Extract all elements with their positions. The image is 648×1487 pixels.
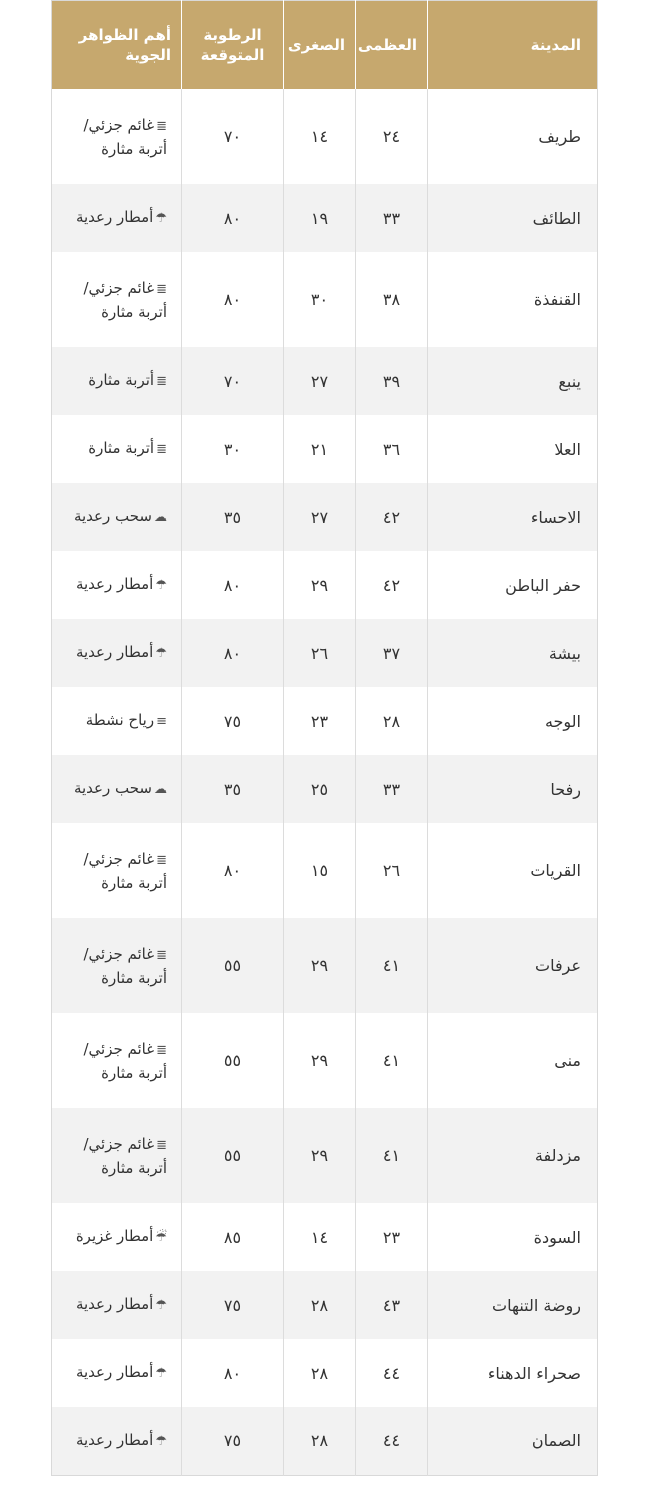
min-temp-cell: ٢٩ <box>284 1013 356 1108</box>
weather-cell <box>52 619 182 687</box>
table-row <box>52 823 598 918</box>
haze-icon: ≣ <box>156 442 167 457</box>
city-cell: القريات <box>428 823 598 918</box>
table-row <box>52 347 598 415</box>
haze-icon: ≣ <box>156 947 167 963</box>
weather-text: سحب رعدية <box>73 779 152 797</box>
humidity-cell: ٧٠ <box>182 347 284 415</box>
max-temp-cell: ٢٨ <box>356 687 428 755</box>
min-temp-cell: ٢٨ <box>284 1407 356 1475</box>
max-temp-cell: ٣٣ <box>356 755 428 823</box>
header-weather: أهم الظواهر الجوية <box>52 1 182 90</box>
city-cell: مزدلفة <box>428 1108 598 1203</box>
table-row <box>52 918 598 1013</box>
weather-cell <box>52 1013 182 1108</box>
table-row <box>52 1407 598 1475</box>
max-temp-cell: ٣٨ <box>356 252 428 347</box>
humidity-cell: ٣٥ <box>182 483 284 551</box>
table-row <box>52 1339 598 1407</box>
weather-text: سحب رعدية <box>73 507 152 525</box>
min-temp-cell: ٢٣ <box>284 687 356 755</box>
weather-text: غائم جزئي/أتربة مثارة <box>83 1134 167 1177</box>
city-cell: عرفات <box>428 918 598 1013</box>
humidity-cell: ٣٠ <box>182 415 284 483</box>
city-cell: العلا <box>428 415 598 483</box>
weather-text: أمطار رعدية <box>75 208 154 226</box>
weather-text: أمطار رعدية <box>75 1295 154 1313</box>
weather-text: غائم جزئي/أتربة مثارة <box>83 849 167 892</box>
city-cell: صحراء الدهناء <box>428 1339 598 1407</box>
min-temp-cell: ٢٩ <box>284 1108 356 1203</box>
city-cell: بيشة <box>428 619 598 687</box>
header-min-temp: الصغرى <box>284 1 356 90</box>
city-cell: الصمان <box>428 1407 598 1475</box>
header-humidity: الرطوبة المتوقعة <box>182 1 284 90</box>
weather-cell <box>52 252 182 347</box>
city-cell: روضة التنهات <box>428 1271 598 1339</box>
min-temp-cell: ١٩ <box>284 184 356 252</box>
weather-text: أتربة مثارة <box>88 439 155 457</box>
weather-cell <box>52 1339 182 1407</box>
weather-cell <box>52 687 182 755</box>
thunder-rain-icon: ☂ <box>155 1298 167 1313</box>
city-cell: ينبع <box>428 347 598 415</box>
weather-cell <box>52 755 182 823</box>
min-temp-cell: ١٤ <box>284 1203 356 1271</box>
city-cell: رفحا <box>428 755 598 823</box>
table-row <box>52 619 598 687</box>
min-temp-cell: ٢٦ <box>284 619 356 687</box>
table-row <box>52 1013 598 1108</box>
humidity-cell: ٨٥ <box>182 1203 284 1271</box>
weather-text: غائم جزئي/أتربة مثارة <box>83 278 167 321</box>
min-temp-cell: ٣٠ <box>284 252 356 347</box>
thunder-rain-icon: ☂ <box>155 646 167 661</box>
city-cell: القنفذة <box>428 252 598 347</box>
thunder-rain-icon: ☂ <box>155 1366 167 1381</box>
weather-cell <box>52 918 182 1013</box>
weather-text: رياح نشطة <box>85 711 155 729</box>
max-temp-cell: ٤١ <box>356 1108 428 1203</box>
min-temp-cell: ٢٧ <box>284 483 356 551</box>
min-temp-cell: ٢١ <box>284 415 356 483</box>
min-temp-cell: ٢٩ <box>284 918 356 1013</box>
min-temp-cell: ٢٨ <box>284 1339 356 1407</box>
max-temp-cell: ٤٤ <box>356 1339 428 1407</box>
weather-cell <box>52 551 182 619</box>
table-row <box>52 755 598 823</box>
min-temp-cell: ٢٥ <box>284 755 356 823</box>
weather-cell <box>52 1271 182 1339</box>
humidity-cell: ٥٥ <box>182 918 284 1013</box>
table-row <box>52 1203 598 1271</box>
weather-cell <box>52 823 182 918</box>
city-cell: الطائف <box>428 184 598 252</box>
min-temp-cell: ١٤ <box>284 89 356 184</box>
thunder-rain-icon: ☂ <box>155 578 167 593</box>
max-temp-cell: ٢٦ <box>356 823 428 918</box>
weather-cell <box>52 483 182 551</box>
humidity-cell: ٨٠ <box>182 184 284 252</box>
min-temp-cell: ١٥ <box>284 823 356 918</box>
weather-text: أمطار رعدية <box>75 1363 154 1381</box>
table-row <box>52 252 598 347</box>
weather-table-container <box>51 0 597 1476</box>
thunder-cloud-icon: ☁ <box>154 510 167 525</box>
table-row <box>52 89 598 184</box>
haze-icon: ≣ <box>156 281 167 297</box>
weather-text: غائم جزئي/أتربة مثارة <box>83 115 167 158</box>
table-row <box>52 483 598 551</box>
max-temp-cell: ٤١ <box>356 918 428 1013</box>
weather-cell <box>52 1203 182 1271</box>
humidity-cell: ٥٥ <box>182 1108 284 1203</box>
table-row <box>52 687 598 755</box>
weather-text: أتربة مثارة <box>88 371 155 389</box>
humidity-cell: ٧٥ <box>182 1271 284 1339</box>
weather-text: غائم جزئي/أتربة مثارة <box>83 944 167 987</box>
max-temp-cell: ٣٧ <box>356 619 428 687</box>
weather-cell <box>52 89 182 184</box>
weather-cell <box>52 415 182 483</box>
thunder-rain-icon: ☂ <box>155 211 167 226</box>
header-max-temp: العظمى <box>356 1 428 90</box>
humidity-cell: ٨٠ <box>182 252 284 347</box>
city-cell: حفر الباطن <box>428 551 598 619</box>
min-temp-cell: ٢٨ <box>284 1271 356 1339</box>
humidity-cell: ٨٠ <box>182 619 284 687</box>
max-temp-cell: ٣٦ <box>356 415 428 483</box>
table-row <box>52 1108 598 1203</box>
table-row <box>52 415 598 483</box>
table-row <box>52 184 598 252</box>
table-row <box>52 551 598 619</box>
haze-icon: ≣ <box>156 1137 167 1153</box>
thunder-rain-icon: ☂ <box>155 1433 167 1449</box>
weather-text: أمطار رعدية <box>75 1430 154 1449</box>
min-temp-cell: ٢٩ <box>284 551 356 619</box>
max-temp-cell: ٤٤ <box>356 1407 428 1475</box>
city-cell: طريف <box>428 89 598 184</box>
thunder-cloud-icon: ☁ <box>154 782 167 797</box>
max-temp-cell: ٤٢ <box>356 483 428 551</box>
weather-cell <box>52 347 182 415</box>
weather-text: غائم جزئي/أتربة مثارة <box>83 1039 167 1082</box>
weather-text: أمطار رعدية <box>75 643 154 661</box>
haze-icon: ≣ <box>156 852 167 868</box>
min-temp-cell: ٢٧ <box>284 347 356 415</box>
humidity-cell: ٨٠ <box>182 1339 284 1407</box>
weather-cell <box>52 1108 182 1203</box>
table-header-row <box>52 1 598 90</box>
weather-cell <box>52 1407 182 1475</box>
humidity-cell: ٨٠ <box>182 551 284 619</box>
humidity-cell: ٥٥ <box>182 1013 284 1108</box>
city-cell: منى <box>428 1013 598 1108</box>
city-cell: الوجه <box>428 687 598 755</box>
weather-table <box>51 0 598 1476</box>
table-row <box>52 1271 598 1339</box>
max-temp-cell: ٣٣ <box>356 184 428 252</box>
weather-cell <box>52 184 182 252</box>
city-cell: الاحساء <box>428 483 598 551</box>
max-temp-cell: ٢٣ <box>356 1203 428 1271</box>
max-temp-cell: ٢٤ <box>356 89 428 184</box>
table-body <box>52 89 598 1475</box>
max-temp-cell: ٤٣ <box>356 1271 428 1339</box>
humidity-cell: ٨٠ <box>182 823 284 918</box>
weather-text: أمطار رعدية <box>75 575 154 593</box>
max-temp-cell: ٤١ <box>356 1013 428 1108</box>
city-cell: السودة <box>428 1203 598 1271</box>
max-temp-cell: ٤٢ <box>356 551 428 619</box>
wind-icon: ≡ <box>156 714 167 729</box>
haze-icon: ≣ <box>156 374 167 389</box>
humidity-cell: ٧٠ <box>182 89 284 184</box>
haze-icon: ≣ <box>156 118 167 134</box>
humidity-cell: ٧٥ <box>182 1407 284 1475</box>
header-city: المدينة <box>428 1 598 90</box>
humidity-cell: ٧٥ <box>182 687 284 755</box>
weather-text: أمطار غزيرة <box>75 1227 154 1245</box>
humidity-cell: ٣٥ <box>182 755 284 823</box>
max-temp-cell: ٣٩ <box>356 347 428 415</box>
heavy-rain-icon: ☔ <box>155 1230 167 1245</box>
haze-icon: ≣ <box>156 1042 167 1058</box>
